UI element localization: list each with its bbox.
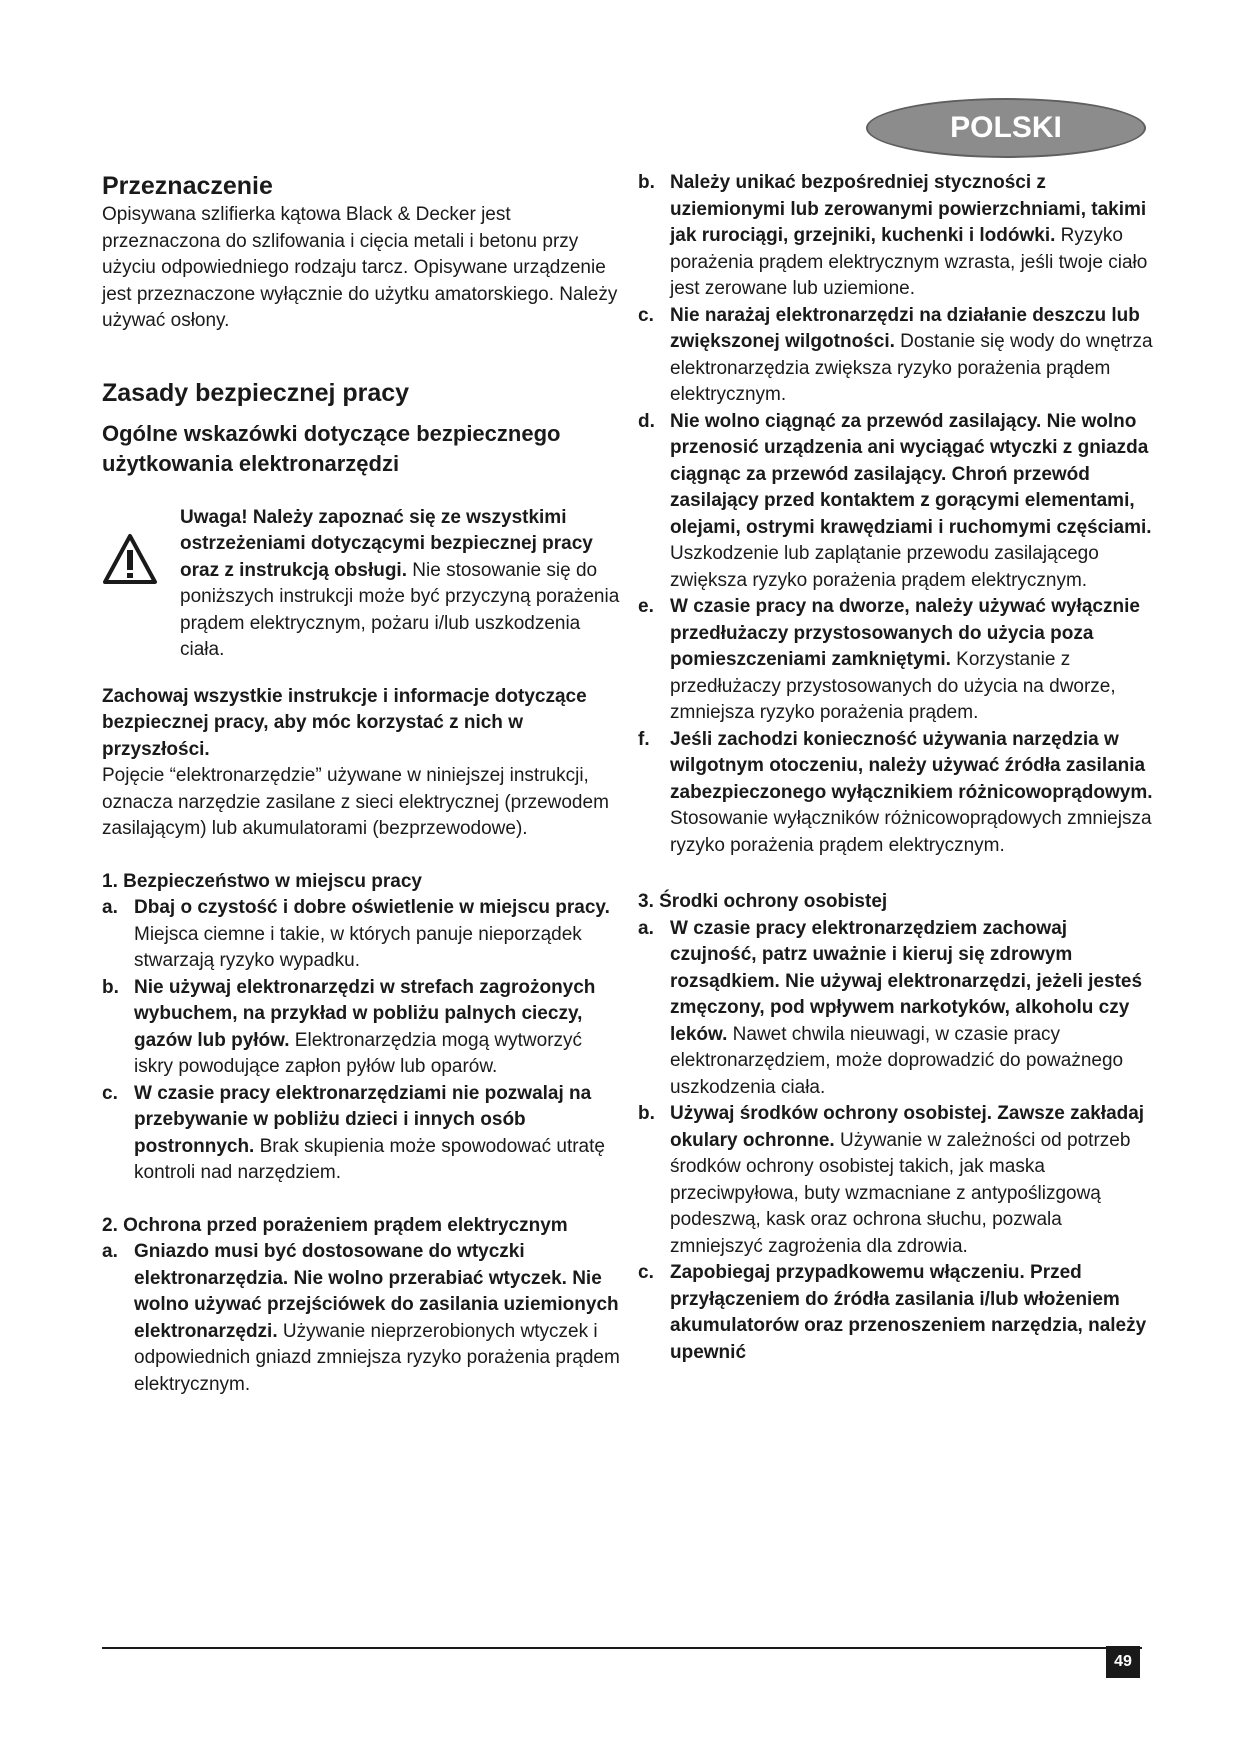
warning-block xyxy=(102,505,622,664)
list-item xyxy=(102,975,622,1081)
item-text: Miejsca ciemne i takie, w których panuje nieporządek stwarzają ryzyko wypadku. xyxy=(134,923,582,971)
list-item xyxy=(638,594,1158,727)
warning-normal: Nie stosowanie się do poniższych instrukcji może być przyczyną porażenia prądem elektrycznym, pożaru i/lub uszkodzenia ciała. xyxy=(180,559,620,660)
item-body xyxy=(134,975,622,1081)
item-body xyxy=(670,1101,1158,1260)
item-text: Stosowanie wyłączników różnicowoprądowych zmniejsza ryzyko porażenia prądem elektrycznym. xyxy=(670,808,1152,856)
item-text: Korzystanie z przedłużaczy przystosowanych do użycia na dworze, zmniejsza ryzyko porażenia prądem. xyxy=(670,649,1116,723)
item-label: c. xyxy=(638,304,654,326)
item-body xyxy=(134,1239,622,1398)
item-bold: Gniazdo musi być dostosowane do wtyczki elektronarzędzia. Nie wolno przerabiać wtyczek. Nie wolno używać przejściówek do zasilania uziemionych elektronarzędzi. xyxy=(134,1241,619,1342)
item-label: a. xyxy=(102,897,118,918)
item-bold: Nie wolno ciągnąć za przewód zasilający. Nie wolno przenosić urządzenia ani wyciągać wtyczki z gniazda ciągnąc za przewód zasilający. Chroń przewód zasilający przed kontaktem z gorącymi elementami, olejami, ostrymi krawędziami i ruchomymi częściami. xyxy=(670,410,1152,538)
item-text: Elektronarzędzia mogą wytworzyć iskry powodujące zapłon pyłów lub oparów. xyxy=(134,1029,583,1077)
item-body xyxy=(670,916,1158,1102)
item-text: Brak skupienia może spowodować utratę kontroli nad narzędziem. xyxy=(134,1135,605,1183)
purpose-text: Opisywana szlifierka kątowa Black & Decker jest przeznaczona do szlifowania i cięcia metali i betonu przy użyciu odpowiedniego rodzaju tarcz. Opisywane urządzenie jest przeznaczone wyłącznie do użytku amatorskiego. Należy używać osłony. xyxy=(102,204,618,331)
item-bold: Nie używaj elektronarzędzi w strefach zagrożonych wybuchem, na przykład w pobliżu palnych cieczy, gazów lub pyłów. xyxy=(134,976,596,1051)
item-label: a. xyxy=(638,917,654,939)
warning-text xyxy=(180,505,622,664)
item-label: a. xyxy=(102,1241,118,1262)
item-body xyxy=(134,895,622,975)
language-badge: POLSKI xyxy=(866,98,1146,158)
safety-subtitle: Ogólne wskazówki dotyczące bezpiecznego użytkowania elektronarzędzi xyxy=(102,420,561,476)
right-column xyxy=(638,170,1158,1366)
item-label: b. xyxy=(638,172,655,193)
section3-title: 3. Środki ochrony osobistej xyxy=(638,891,888,912)
item-label: f. xyxy=(638,728,650,750)
page-number: 49 xyxy=(1106,1646,1140,1678)
item-body xyxy=(134,1081,622,1187)
safety-title: Zasady bezpiecznej pracy xyxy=(102,378,410,407)
warning-bold: Uwaga! Należy zapoznać się ze wszystkimi ostrzeżeniami dotyczącymi bezpiecznej pracy oraz z instrukcją obsługi. xyxy=(180,506,593,581)
item-body xyxy=(670,1260,1158,1366)
list-item xyxy=(638,916,1158,1102)
item-label: c. xyxy=(638,1262,654,1283)
item-bold: Nie narażaj elektronarzędzi na działanie deszczu lub zwiększonej wilgotności. xyxy=(670,304,1140,352)
list-item xyxy=(638,1101,1158,1260)
item-bold: Dbaj o czystość i dobre oświetlenie w miejscu pracy. xyxy=(134,897,610,918)
list-item xyxy=(638,1260,1158,1366)
left-column xyxy=(102,170,622,1398)
list-item xyxy=(638,170,1158,303)
list-item xyxy=(638,409,1158,595)
keep-instructions-text: Pojęcie “elektronarzędzie” używane w niniejszej instrukcji, oznacza narzędzie zasilane z sieci elektrycznej (przewodem zasilającym) lub akumulatorami (bezprzewodowe). xyxy=(102,765,609,839)
item-text: Ryzyko porażenia prądem elektrycznym wzrasta, jeśli twoje ciało jest zerowane lub uziemione. xyxy=(670,225,1148,299)
item-text: Uszkodzenie lub zaplątanie przewodu zasilającego zwiększa ryzyko porażenia prądem elektrycznym. xyxy=(670,543,1099,591)
footer-rule xyxy=(102,1647,1142,1649)
item-body xyxy=(670,170,1158,303)
item-body xyxy=(670,409,1158,595)
item-bold: Używaj środków ochrony osobistej. Zawsze zakładaj okulary ochronne. xyxy=(670,1103,1145,1151)
item-label: b. xyxy=(638,1103,655,1124)
item-label: c. xyxy=(102,1082,118,1104)
item-bold: Należy unikać bezpośredniej styczności z uziemionymi lub zerowanymi powierzchniami, takimi jak rurociągi, grzejniki, kuchenki i lodówki. xyxy=(670,172,1147,246)
item-body xyxy=(670,594,1158,727)
item-bold: Jeśli zachodzi konieczność używania narzędzia w wilgotnym otoczeniu, należy używać źródła zasilania zabezpieczonego wyłącznikiem różnicowoprądowym. xyxy=(670,728,1153,803)
purpose-title: Przeznaczenie xyxy=(102,172,273,200)
keep-instructions-bold: Zachowaj wszystkie instrukcje i informacje dotyczące bezpiecznej pracy, aby móc korzystać z nich w przyszłości. xyxy=(102,685,587,760)
list-item xyxy=(102,895,622,975)
item-text: Używanie nieprzerobionych wtyczek i odpowiednich gniazd zmniejsza ryzyko porażenia prądem elektrycznym. xyxy=(134,1320,620,1395)
item-bold: Zapobiegaj przypadkowemu włączeniu. Przed przyłączeniem do źródła zasilania i/lub włożeniem akumulatorów oraz przenoszeniem narzędzia, należy upewnić xyxy=(670,1262,1147,1363)
item-text: Nawet chwila nieuwagi, w czasie pracy elektronarzędziem, może doprowadzić do poważnego uszkodzenia ciała. xyxy=(670,1023,1124,1098)
list-item xyxy=(102,1081,622,1187)
list-item xyxy=(102,1239,622,1398)
item-label: b. xyxy=(102,976,119,998)
item-body xyxy=(670,727,1158,860)
section2-title: 2. Ochrona przed porażeniem prądem elektrycznym xyxy=(102,1214,568,1236)
item-body xyxy=(670,303,1158,409)
section1-title: 1. Bezpieczeństwo w miejscu pracy xyxy=(102,870,422,892)
item-text: Używanie w zależności od potrzeb środków ochrony osobistej takich, jak maska przeciwpyłowa, buty wzmacniane z antypoślizgową podeszwą, kask oraz ochrona słuchu, pozwala zmniejszyć zagrożenia dla zdrowia. xyxy=(670,1129,1131,1257)
list-item xyxy=(638,303,1158,409)
item-label: d. xyxy=(638,410,655,432)
warning-triangle-icon xyxy=(102,505,158,664)
item-label: e. xyxy=(638,596,654,617)
item-bold: W czasie pracy na dworze, należy używać wyłącznie przedłużaczy przystosowanych do użycia poza pomieszczeniami zamkniętymi. xyxy=(670,596,1140,670)
item-bold: W czasie pracy elektronarzędziem zachowaj czujność, patrz uważnie i kieruj się zdrowym rozsądkiem. Nie używaj elektronarzędzi, jeżeli jesteś zmęczony, pod wpływem narkotyków, alkoholu czy leków. xyxy=(670,917,1143,1045)
item-text: Dostanie się wody do wnętrza elektronarzędzia zwiększa ryzyko porażenia prądem elektrycznym. xyxy=(670,331,1153,405)
item-bold: W czasie pracy elektronarzędziami nie pozwalaj na przebywanie w pobliżu dzieci i innych osób postronnych. xyxy=(134,1082,592,1157)
list-item xyxy=(638,727,1158,860)
